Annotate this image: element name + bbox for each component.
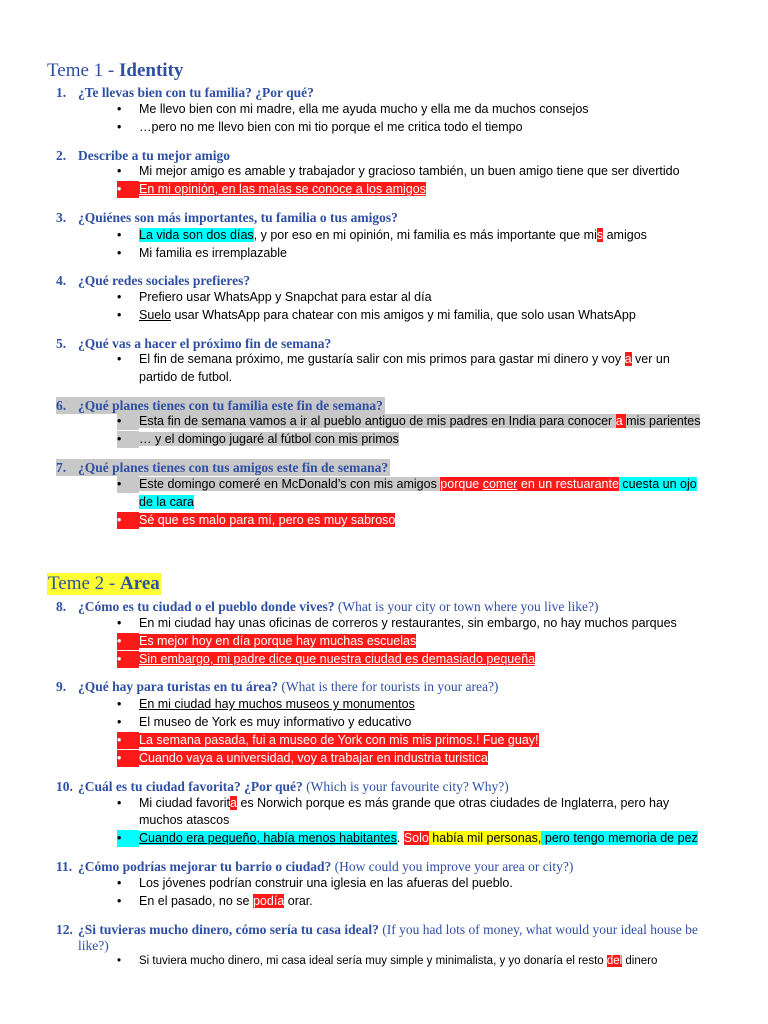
- list-item: • En mi opinión, en las malas se conoce a los amigos: [117, 182, 426, 196]
- question-7: 7. ¿Qué planes tienes con tus amigos este fin de semana?: [56, 460, 389, 475]
- list-item-continuation: muchos atascos: [139, 813, 230, 827]
- list-item: • Los jóvenes podrían construir una iglesia en las afueras del pueblo.: [117, 876, 513, 890]
- list-item: • La vida son dos días, y por eso en mi opinión, mi familia es más importante que mis amigos: [117, 228, 647, 242]
- question-4: 4. ¿Qué redes sociales prefieres?: [56, 273, 251, 288]
- list-item: • Mi familia es irremplazable: [117, 246, 287, 260]
- list-item: • … y el domingo jugaré al fútbol con mis primos: [117, 432, 399, 446]
- list-item: • …pero no me llevo bien con mi tio porque el me critica todo el tiempo: [117, 120, 523, 134]
- question-8: 8. ¿Cómo es tu ciudad o el pueblo donde vives? (What is your city or town where you live like?): [56, 599, 599, 614]
- list-item-continuation: partido de futbol.: [139, 370, 233, 384]
- question-12: 12. ¿Si tuvieras mucho dinero, cómo sería tu casa ideal? (If you had lots of money, what would your ideal house be: [56, 922, 698, 937]
- theme-prefix: Teme 1 -: [47, 60, 120, 81]
- list-item: • En el pasado, no se podía orar.: [117, 894, 313, 908]
- list-item: • Este domingo comeré en McDonald’s con mis amigos porque comer en un restuarante cuesta un ojo: [117, 477, 697, 491]
- theme-title: Identity: [119, 60, 184, 81]
- list-item: • Cuando era pequeño, había menos habitantes. Solo había mil personas, pero tengo memoria de pez: [117, 831, 698, 845]
- list-item: • Mi mejor amigo es amable y trabajador y gracioso también, un buen amigo tiene que ser divertido: [117, 164, 680, 178]
- list-item: • Es mejor hoy en día porque hay muchas escuelas: [117, 634, 417, 648]
- list-item: • En mi ciudad hay muchos museos y monumentos: [117, 697, 415, 711]
- question-5: 5. ¿Qué vas a hacer el próximo fin de semana?: [56, 336, 332, 351]
- question-11: 11. ¿Cómo podrías mejorar tu barrio o ciudad? (How could you improve your area or city?): [56, 859, 574, 874]
- question-3: 3. ¿Quiénes son más importantes, tu familia o tus amigos?: [56, 210, 398, 225]
- list-item: • Si tuviera mucho dinero, mi casa ideal sería muy simple y minimalista, y yo donaría el resto del dinero: [117, 955, 658, 967]
- list-item-continuation: de la cara: [139, 495, 194, 509]
- list-item: • Esta fin de semana vamos a ir al pueblo antiguo de mis padres en India para conocer a mis parientes: [117, 414, 701, 428]
- question-2: 2. Describe a tu mejor amigo: [56, 148, 230, 163]
- list-item: • Mi ciudad favorita es Norwich porque es más grande que otras ciudades de Inglaterra, pero hay: [117, 796, 670, 810]
- question-12-continuation: like?): [78, 938, 109, 953]
- list-item: • El fin de semana próximo, me gustaría salir con mis primos para gastar mi dinero y voy a ver un: [117, 352, 670, 366]
- theme-heading-1: [47, 60, 183, 82]
- question-10: 10. ¿Cuál es tu ciudad favorita? ¿Por qué? (Which is your favourite city? Why?): [56, 779, 509, 794]
- list-item: • Cuando vaya a universidad, voy a trabajar en industria turistica: [117, 751, 488, 765]
- list-item: • Sé que es malo para mí, pero es muy sabroso: [117, 513, 396, 527]
- list-item: • Suelo usar WhatsApp para chatear con mis amigos y mi familia, que solo usan WhatsApp: [117, 308, 636, 322]
- question-6: 6. ¿Qué planes tienes con tu familia este fin de semana?: [56, 398, 383, 413]
- list-item: • El museo de York es muy informativo y educativo: [117, 715, 412, 729]
- list-item: • La semana pasada, fui a museo de York con mis mis primos.! Fue guay!: [117, 733, 539, 747]
- theme-title: Area: [120, 573, 160, 594]
- list-item: • Sin embargo, mi padre dice que nuestra ciudad es demasiado pequeña: [117, 652, 536, 666]
- question-1: 1. ¿Te llevas bien con tu familia? ¿Por qué?: [56, 85, 314, 100]
- theme-heading-2: [47, 573, 161, 595]
- theme-prefix: Teme 2 -: [48, 573, 121, 594]
- question-9: 9. ¿Qué hay para turistas en tu área? (What is there for tourists in your area?): [56, 679, 499, 694]
- list-item: • En mi ciudad hay unas oficinas de correros y restaurantes, sin embargo, no hay muchos parques: [117, 616, 677, 630]
- list-item: • Me llevo bien con mi madre, ella me ayuda mucho y ella me da muchos consejos: [117, 102, 589, 116]
- list-item: • Prefiero usar WhatsApp y Snapchat para estar al día: [117, 290, 432, 304]
